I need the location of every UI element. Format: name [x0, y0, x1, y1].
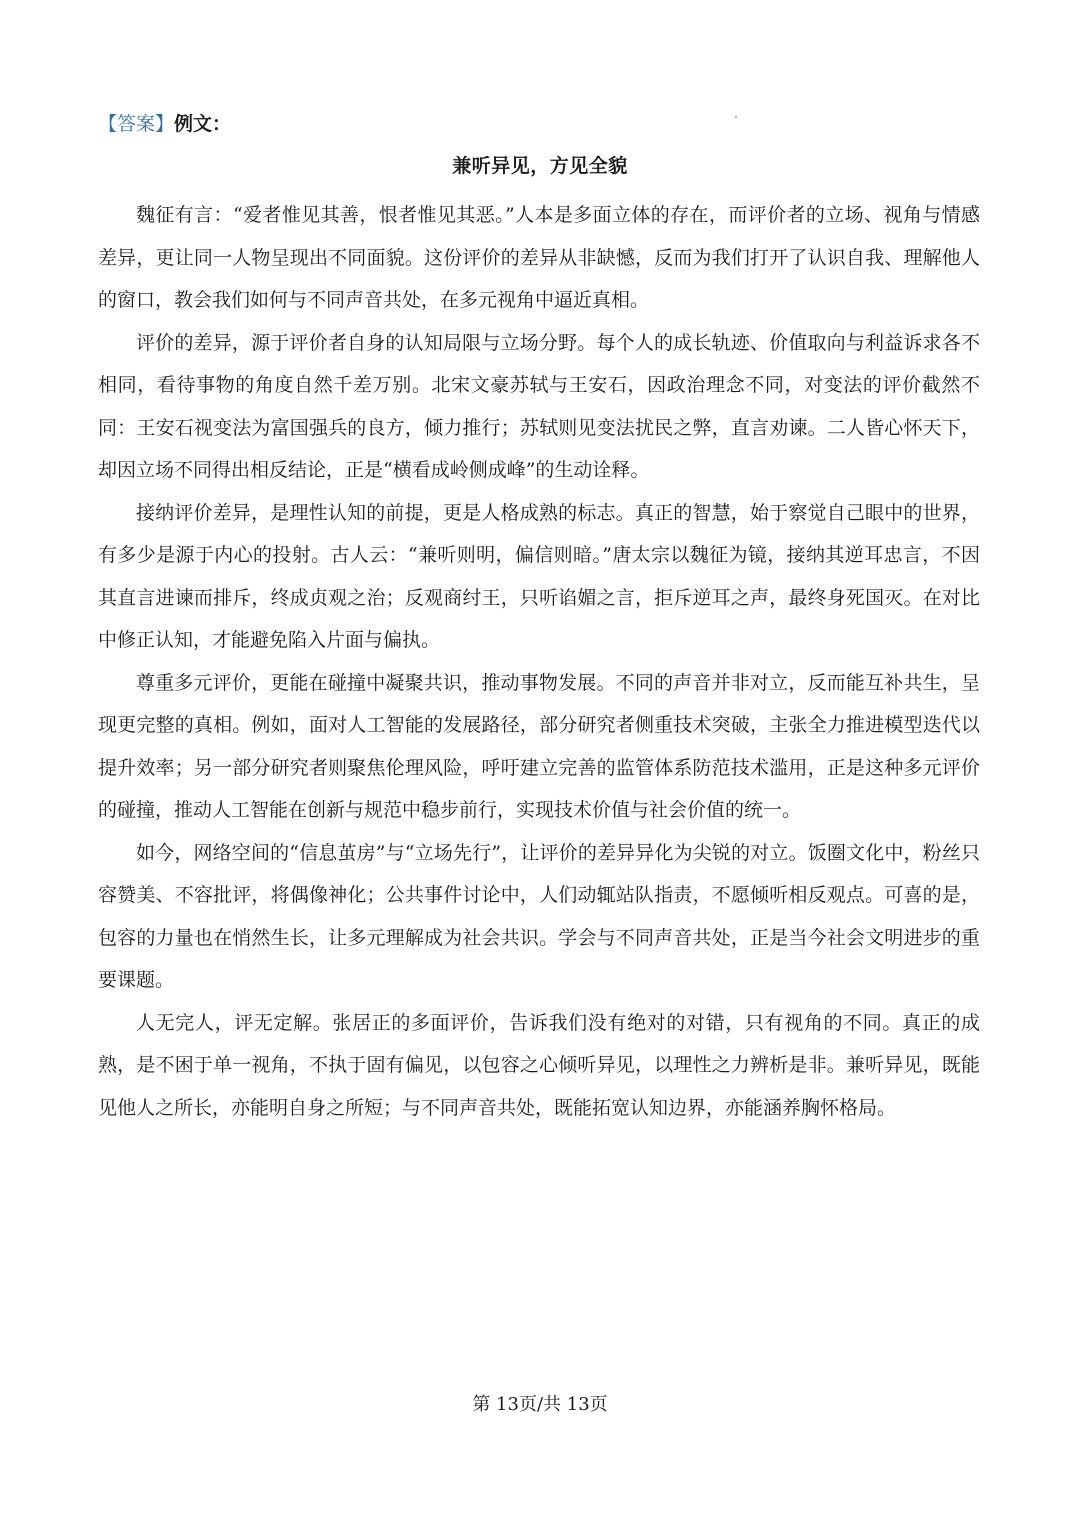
essay-paragraph-1: 魏征有言：“爱者惟见其善，恨者惟见其恶。”人本是多面立体的存在，而评价者的立场、视角与情感差异，更让同一人物呈现出不同面貌。这份评价的差异从非缺憾，反而为我们打开了认识自我、理解他人的窗口，教会我们如何与不同声音共处，在多元视角中逼近真相。 — [98, 204, 980, 311]
essay-title: 兼听异见，方见全貌 — [452, 155, 628, 177]
essay-body — [98, 194, 980, 1129]
scan-speck — [735, 116, 737, 118]
page-number: 第 13页/共 13页 — [472, 1394, 608, 1415]
example-label: 例文： — [174, 113, 232, 135]
essay-paragraph-6: 人无完人，评无定解。张居正的多面评价，告诉我们没有绝对的对错，只有视角的不同。真正的成熟，是不困于单一视角，不执于固有偏见，以包容之心倾听异见，以理性之力辨析是非。兼听异见，既能见他人之所长，亦能明自身之所短；与不同声音共处，既能拓宽认知边界，亦能涵养胸怀格局。 — [98, 1011, 980, 1119]
essay-paragraph-5: 如今，网络空间的“信息茧房”与“立场先行”，让评价的差异异化为尖锐的对立。饭圈文化中，粉丝只容赞美、不容批评，将偶像神化；公共事件讨论中，人们动辄站队指责，不愿倾听相反观点。可喜的是，包容的力量也在悄然生长，让多元理解成为社会共识。学会与不同声音共处，正是当今社会文明进步的重要课题。 — [98, 841, 980, 991]
essay-paragraph-3: 接纳评价差异，是理性认知的前提，更是人格成熟的标志。真正的智慧，始于察觉自己眼中的世界，有多少是源于内心的投射。古人云：“兼听则明，偏信则暗。”唐太宗以魏征为镜，接纳其逆耳忠言，不因其直言进谏而排斥，终成贞观之治；反观商纣王，只听谄媚之言，拒斥逆耳之声，最终身死国灭。在对比中修正认知，才能避免陷入片面与偏执。 — [98, 501, 980, 651]
answer-heading — [98, 110, 231, 138]
essay-paragraph-2: 评价的差异，源于评价者自身的认知局限与立场分野。每个人的成长轨迹、价值取向与利益诉求各不相同，看待事物的角度自然千差万别。北宋文豪苏轼与王安石，因政治理念不同，对变法的评价截然不同：王安石视变法为富国强兵的良方，倾力推行；苏轼则见变法扰民之弊，直言劝谏。二人皆心怀天下，却因立场不同得出相反结论，正是“横看成岭侧成峰”的生动诠释。 — [98, 331, 980, 481]
answer-tag: 【答案】 — [98, 113, 175, 135]
essay-paragraph-4: 尊重多元评价，更能在碰撞中凝聚共识，推动事物发展。不同的声音并非对立，反而能互补共生，呈现更完整的真相。例如，面对人工智能的发展路径，部分研究者侧重技术突破，主张全力推进模型迭代以提升效率；另一部分研究者则聚焦伦理风险，呼吁建立完善的监管体系防范技术滥用，正是这种多元评价的碰撞，推动人工智能在创新与规范中稳步前行，实现技术价值与社会价值的统一。 — [98, 671, 980, 821]
